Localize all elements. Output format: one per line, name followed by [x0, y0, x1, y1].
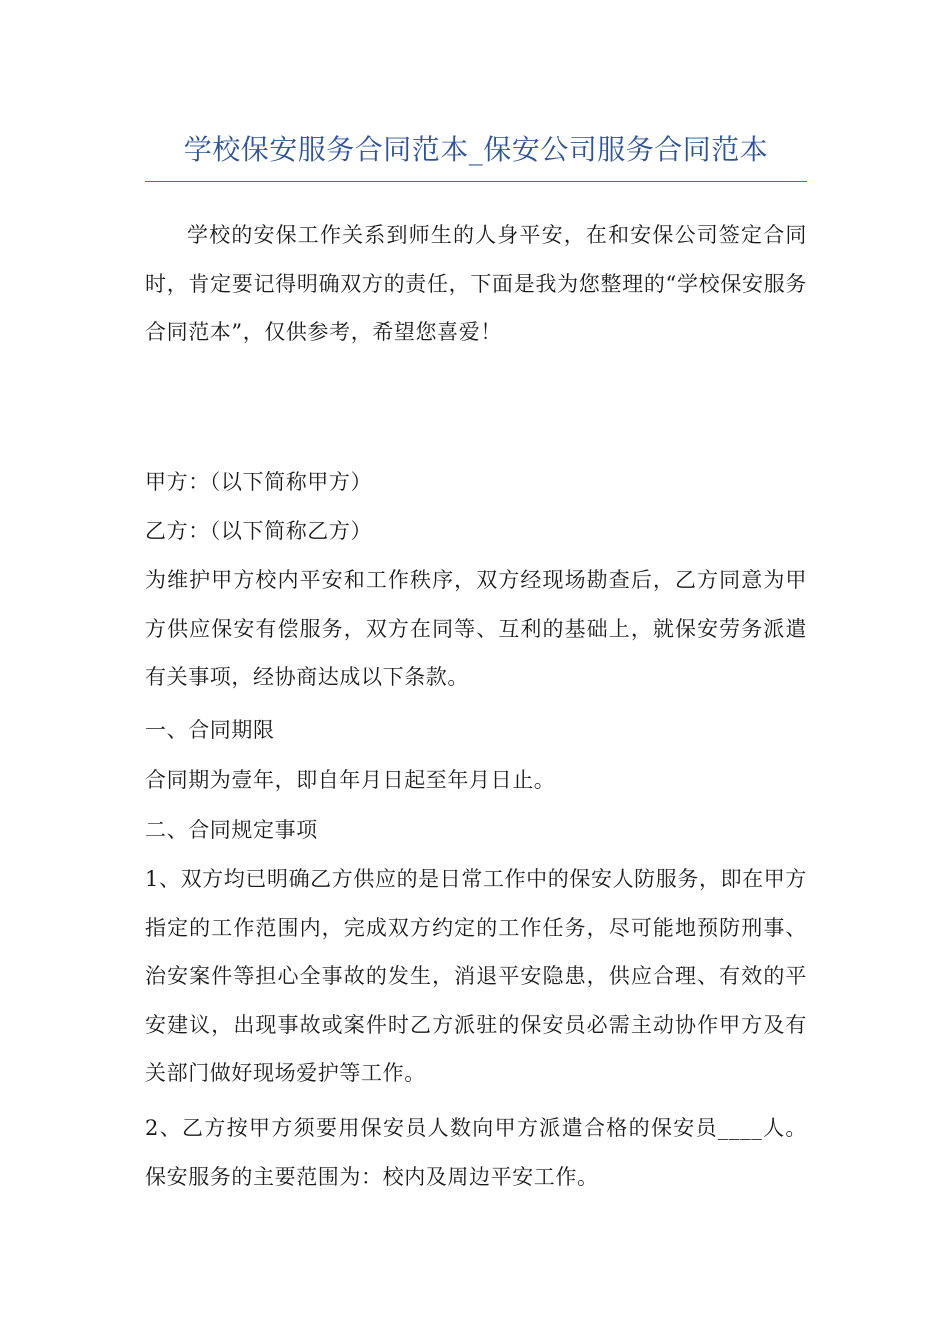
intro-paragraph: 学校的安保工作关系到师生的人身平安，在和安保公司签定合同时，肯定要记得明确双方的责任，下面是我为您整理的“学校保安服务合同范本”，仅供参考，希望您喜爱！ — [145, 223, 807, 344]
item1-paragraph: 1、双方均已明确乙方供应的是日常工作中的保安人防服务，即在甲方指定的工作范围内，完成双方约定的工作任务，尽可能地预防刑事、治安案件等担心全事故的发生，消退平安隐患，供应合理、有效的平安建议，出现事故或案件时乙方派驻的保安员必需主动协作甲方及有关部门做好现场爱护等工作。 — [145, 867, 807, 1085]
item2-paragraph: 2、乙方按甲方须要用保安员人数向甲方派遣合格的保安员____人。保安服务的主要范围为：校内及周边平安工作。 — [145, 1116, 807, 1189]
section1-body: 合同期为壹年，即自年月日起至年月日止。 — [145, 768, 556, 792]
title-underline — [145, 181, 807, 182]
party-a-line: 甲方：（以下简称甲方） — [145, 470, 373, 494]
party-b-line: 乙方：（以下简称乙方） — [145, 519, 373, 543]
preamble-paragraph: 为维护甲方校内平安和工作秩序，双方经现场勘查后，乙方同意为甲方供应保安有偿服务，双方在同等、互利的基础上，就保安劳务派遣有关事项，经协商达成以下条款。 — [145, 568, 807, 689]
section1-heading: 一、合同期限 — [145, 718, 275, 742]
section2-heading: 二、合同规定事项 — [145, 818, 318, 842]
document-title: 学校保安服务合同范本_保安公司服务合同范本 — [183, 133, 769, 166]
